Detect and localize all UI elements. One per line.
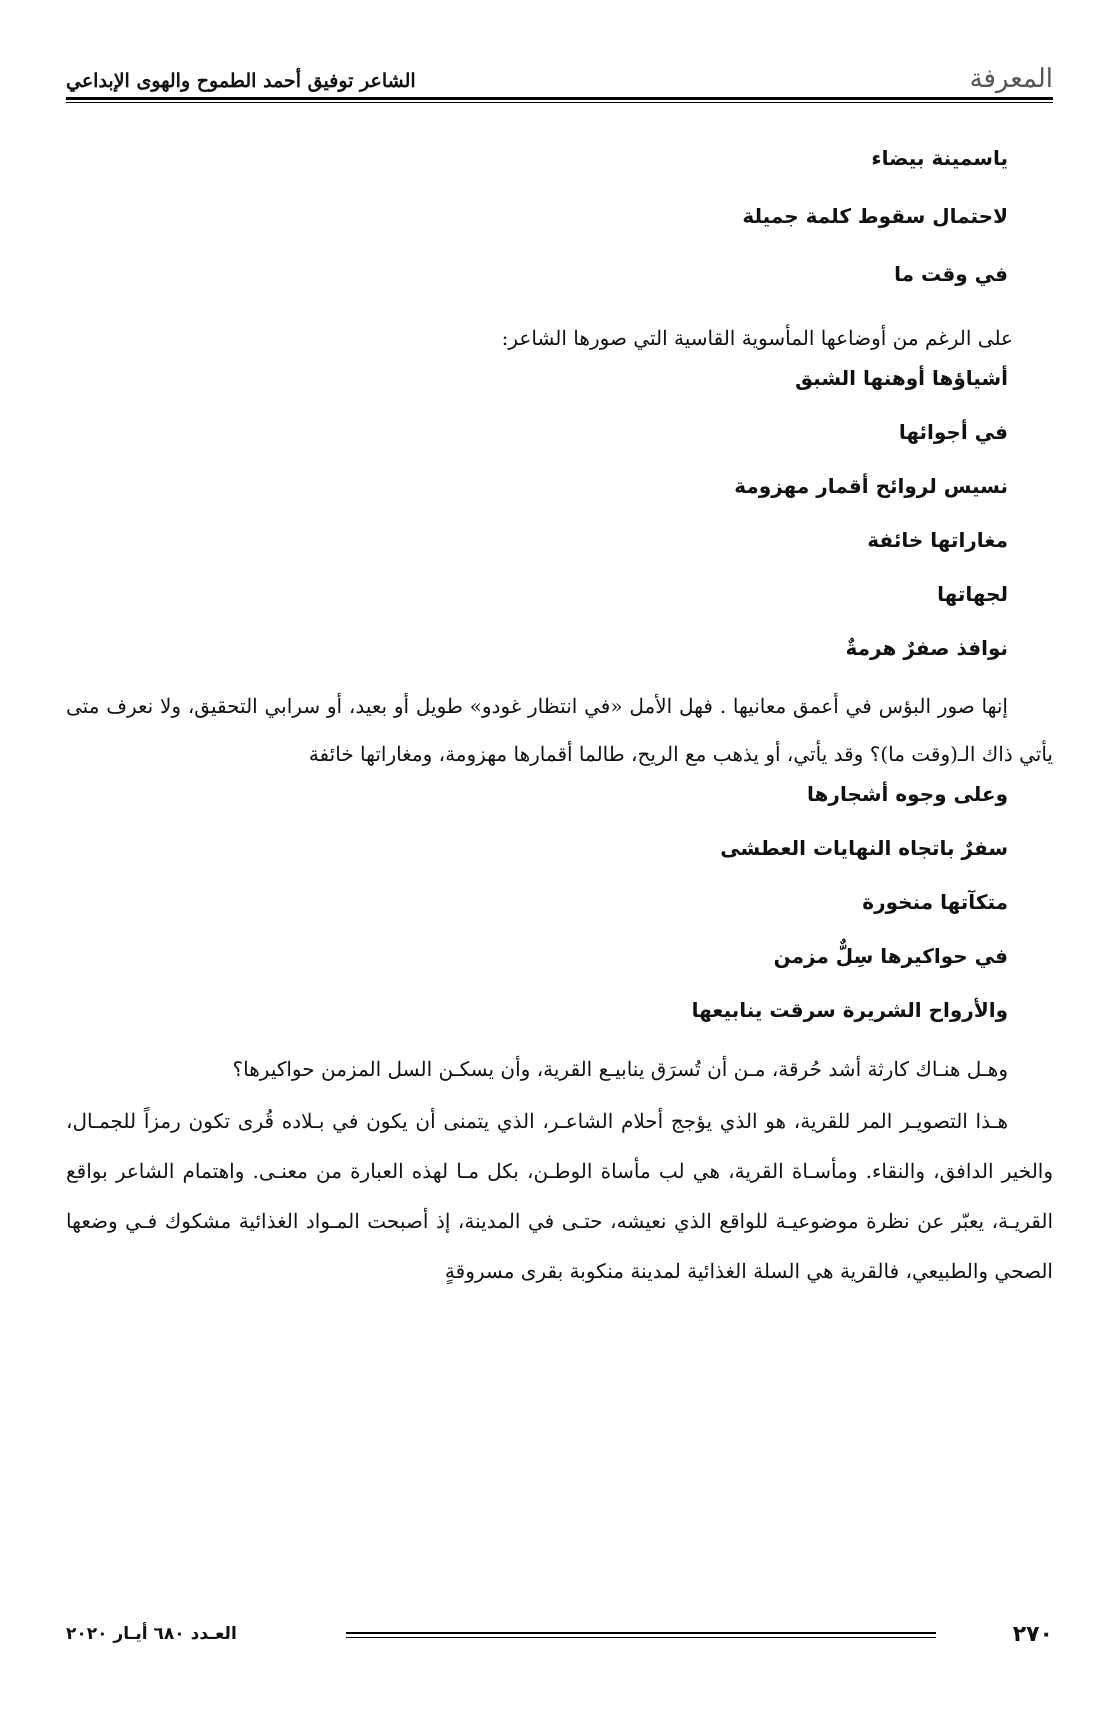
issue-info: العـدد ٦٨٠ أيـار ٢٠٢٠ (66, 1624, 237, 1644)
running-title: الشاعر توفيق أحمد الطموح والهوى الإبداعي (66, 70, 416, 92)
verse-line: في حواكيرها سِلٌّ مزمن (773, 944, 1008, 968)
verse-line: نوافذ صفرٌ هرمةٌ (845, 636, 1008, 660)
header-rule (66, 97, 1053, 100)
verse-line: والأرواح الشريرة سرقت ينابيعها (691, 998, 1008, 1022)
verse-line: أشياؤها أوهنها الشبق (795, 366, 1008, 390)
paragraph: وهـل هنـاك كارثة أشد حُرقة، مـن أن تُسرَق ينابيـع القرية، وأن يسكـن السل المزمن حواكيرها؟ (232, 1057, 1008, 1081)
article-body (66, 148, 1053, 1296)
paragraph: على الرغم من أوضاعها المأسوية القاسية التي صورها الشاعر: (501, 326, 1013, 350)
page-number: ٢٧٠ (1012, 1622, 1053, 1647)
footer-rule-thin (346, 1637, 936, 1638)
page-footer (66, 1622, 1053, 1652)
verse-line: سفرٌ باتجاه النهايات العطشى (720, 836, 1008, 860)
footer-rule (346, 1632, 936, 1634)
paragraph: هـذا التصويـر المر للقرية، هو الذي يؤجج أحلام الشاعـر، الذي يتمنى أن يكون في بـلاده قُرى تكون رمزاً للجمـال، والخير الدافق، والنقاء. ومأسـاة القرية، هي لب مأساة الوطـن، بكل مـا لهذه العبارة من معنـى. واهتمام الشاعر بواقع القريـة، يعبّر عن نظرة موضوعيـة للواقع الذي نعيشه، حتـى في المدينة، إذ أصبحت المـواد الغذائية مشكوك فـي وضعها الصحي والطبيعي، فالقرية هي السلة الغذائية لمدينة منكوبة بقرى مسروقةٍ (66, 1109, 1053, 1283)
page-header (66, 58, 1053, 92)
verse-line: مغاراتها خائفة (867, 528, 1008, 552)
verse-line: في وقت ما (894, 262, 1008, 286)
verse-line: لجهاتها (937, 582, 1008, 606)
verse-line: نسيس لروائح أقمار مهزومة (734, 474, 1008, 498)
paragraph: إنها صور البؤس في أعمق معانيها . فهل الأمل «في انتظار غودو» طويل أو بعيد، أو سرابي التحقيق، ولا نعرف متى يأتي ذاك الـ(وقت ما)؟ وقد يأتي، أو يذهب مع الريح، طالما أقمارها مهزومة، ومغاراتها خائفة (66, 694, 1053, 766)
header-rule-thin (66, 102, 1053, 103)
verse-line: متكآتها منخورة (862, 890, 1008, 914)
magazine-logo: المعرفة (969, 64, 1053, 94)
verse-line: وعلى وجوه أشجارها (807, 782, 1008, 806)
verse-line: ياسمينة بيضاء (871, 146, 1008, 170)
verse-line: في أجوائها (898, 420, 1008, 444)
verse-line: لاحتمال سقوط كلمة جميلة (742, 204, 1008, 228)
